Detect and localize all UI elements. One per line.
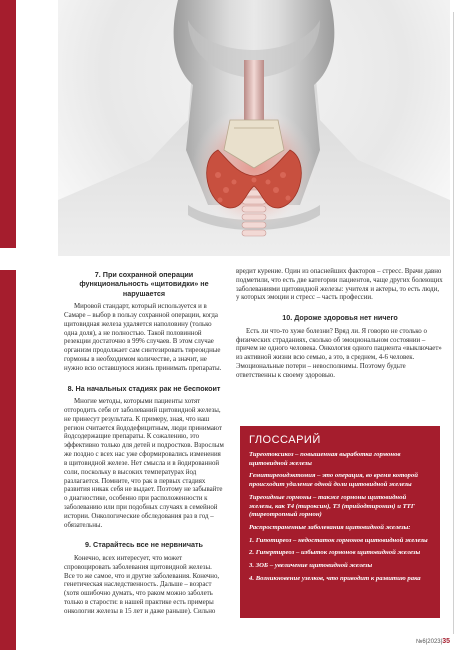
glossary-item: Тиреоидные гормоны – также гормоны щитовидной железы, как Т4 (тироксин), Т3 (трийодтиронин) и ТТГ (тиреотропный гормон) bbox=[249, 493, 415, 519]
glossary-item: Гемитиреоидэктомия – это операция, во время которой происходит удаление одной доли щитовидной железы bbox=[249, 472, 418, 489]
glossary-box bbox=[240, 426, 440, 618]
glossary-item: 2. Гипертиреоз – избыток гормонов щитовидной железы bbox=[249, 549, 421, 557]
glossary-item: Распространенные заболевания щитовидной железы: bbox=[249, 523, 411, 531]
section-8-paragraph-1: Многие методы, которыми пациенты хотят отгородить себя от заболеваний щитовидной железы, bbox=[64, 398, 221, 414]
section-10 bbox=[236, 313, 444, 380]
section-10-paragraph: Есть ли что-то хуже болезни? Вряд ли. Я говорю не столько о физических страданиях, сколько об эмоциональном состоянии – причем не одного человека. Онкология одного пациента «выключает» из активной жизни всю семью, а это, в среднем, 4-6 человек. Эмоциональные потери – невосполнимы. Поэтому будьте ответственны к своему здоровью. bbox=[236, 327, 442, 379]
section-7-paragraph: Мировой стандарт, который используется и в Самаре – выбор в пользу сохранной операции, когда щитовидная железа удаляется наполовину (только одна доля), а не полностью. Такой половинной резекции достаточно в 99% случаев. В этом случае организм продолжает сам синтезировать тиреоидные гормоны в необходимом количестве, а значит, не нужно всю оставшуюся жизнь принимать препараты. bbox=[64, 303, 222, 372]
page-footer bbox=[416, 638, 450, 645]
glossary-item: 3. ЗОБ – увеличение щитовидной железы bbox=[249, 562, 373, 570]
section-8-heading: 8. На начальных стадиях рак не беспокоит bbox=[67, 383, 221, 393]
section-7-heading: 7. При сохранной операции функциональность «щитовидки» не нарушается bbox=[79, 270, 209, 298]
side-accent-tab-bottom bbox=[0, 270, 16, 650]
glossary-title: ГЛОССАРИЙ bbox=[249, 434, 321, 446]
glossary-item: 1. Гипотиреоз – недостаток гормонов щитовидной железы bbox=[249, 536, 428, 544]
section-8-paragraph-2: не принесут результата. К примеру, зная, что наш регион считается йододефицитным, люди принимают йодсодержащие препараты. К сожалению, это эффективно только для детей и подростков. Взрослым же поздно с всех нас уже сформировались изменения в щитовидной железе. Нет смысла и в йодированной соли, поскольку в высоких температурах йод разлагается. Помните, что рак в первых стадиях развития никак себя не выдает. Поэтому не забывайте о диагностике, особенно при расположенности к заболеванию или при подобных случаях в семейной истории. Онкологические обследования раз в год – обязательны. bbox=[64, 415, 224, 529]
side-accent-tab-top bbox=[0, 0, 16, 248]
glossary-item: 4. Возникновение узелков, что приводит к развитию рака bbox=[249, 574, 421, 582]
page-edge-rule bbox=[453, 12, 454, 634]
section-9 bbox=[64, 540, 224, 616]
left-column bbox=[64, 270, 224, 617]
glossary-item: Тиреотоксикоз – повышенная выработка гормонов щитовидной железы bbox=[249, 451, 401, 467]
section-8 bbox=[64, 384, 224, 531]
section-9-continuation: вредит курение. Один из опаснейших факторов – стресс. Врачи давно подметили, что есть две категории пациентов, чаще других болеющих заболеваниями щитовидной железы: учителя и актеры, то есть люди, у которых эмоции и стресс – часть профессии. bbox=[236, 268, 443, 302]
section-10-heading: 10. Дороже здоровья нет ничего bbox=[282, 313, 398, 323]
right-column bbox=[236, 268, 444, 381]
section-9-heading: 9. Старайтесь все не нервничать bbox=[85, 540, 203, 550]
issue-number: №6|2023| bbox=[415, 639, 443, 645]
section-9-paragraph: Конечно, всех интересует, что может спровоцировать заболевания щитовидной железы. Все то же самое, что и другие заболевания. Конечно, генетическая наследственность. Дальше – возраст (хотя ошибочно думать, что раком можно заболеть только в старости: в нашей практике есть примеры онкологии железы в 15 лет и даже раньше). Сильно bbox=[64, 554, 220, 615]
section-7 bbox=[64, 270, 224, 374]
page-number: 35 bbox=[442, 638, 450, 645]
thyroid-illustration bbox=[58, 0, 450, 256]
neck-thyroid-image bbox=[58, 0, 450, 256]
